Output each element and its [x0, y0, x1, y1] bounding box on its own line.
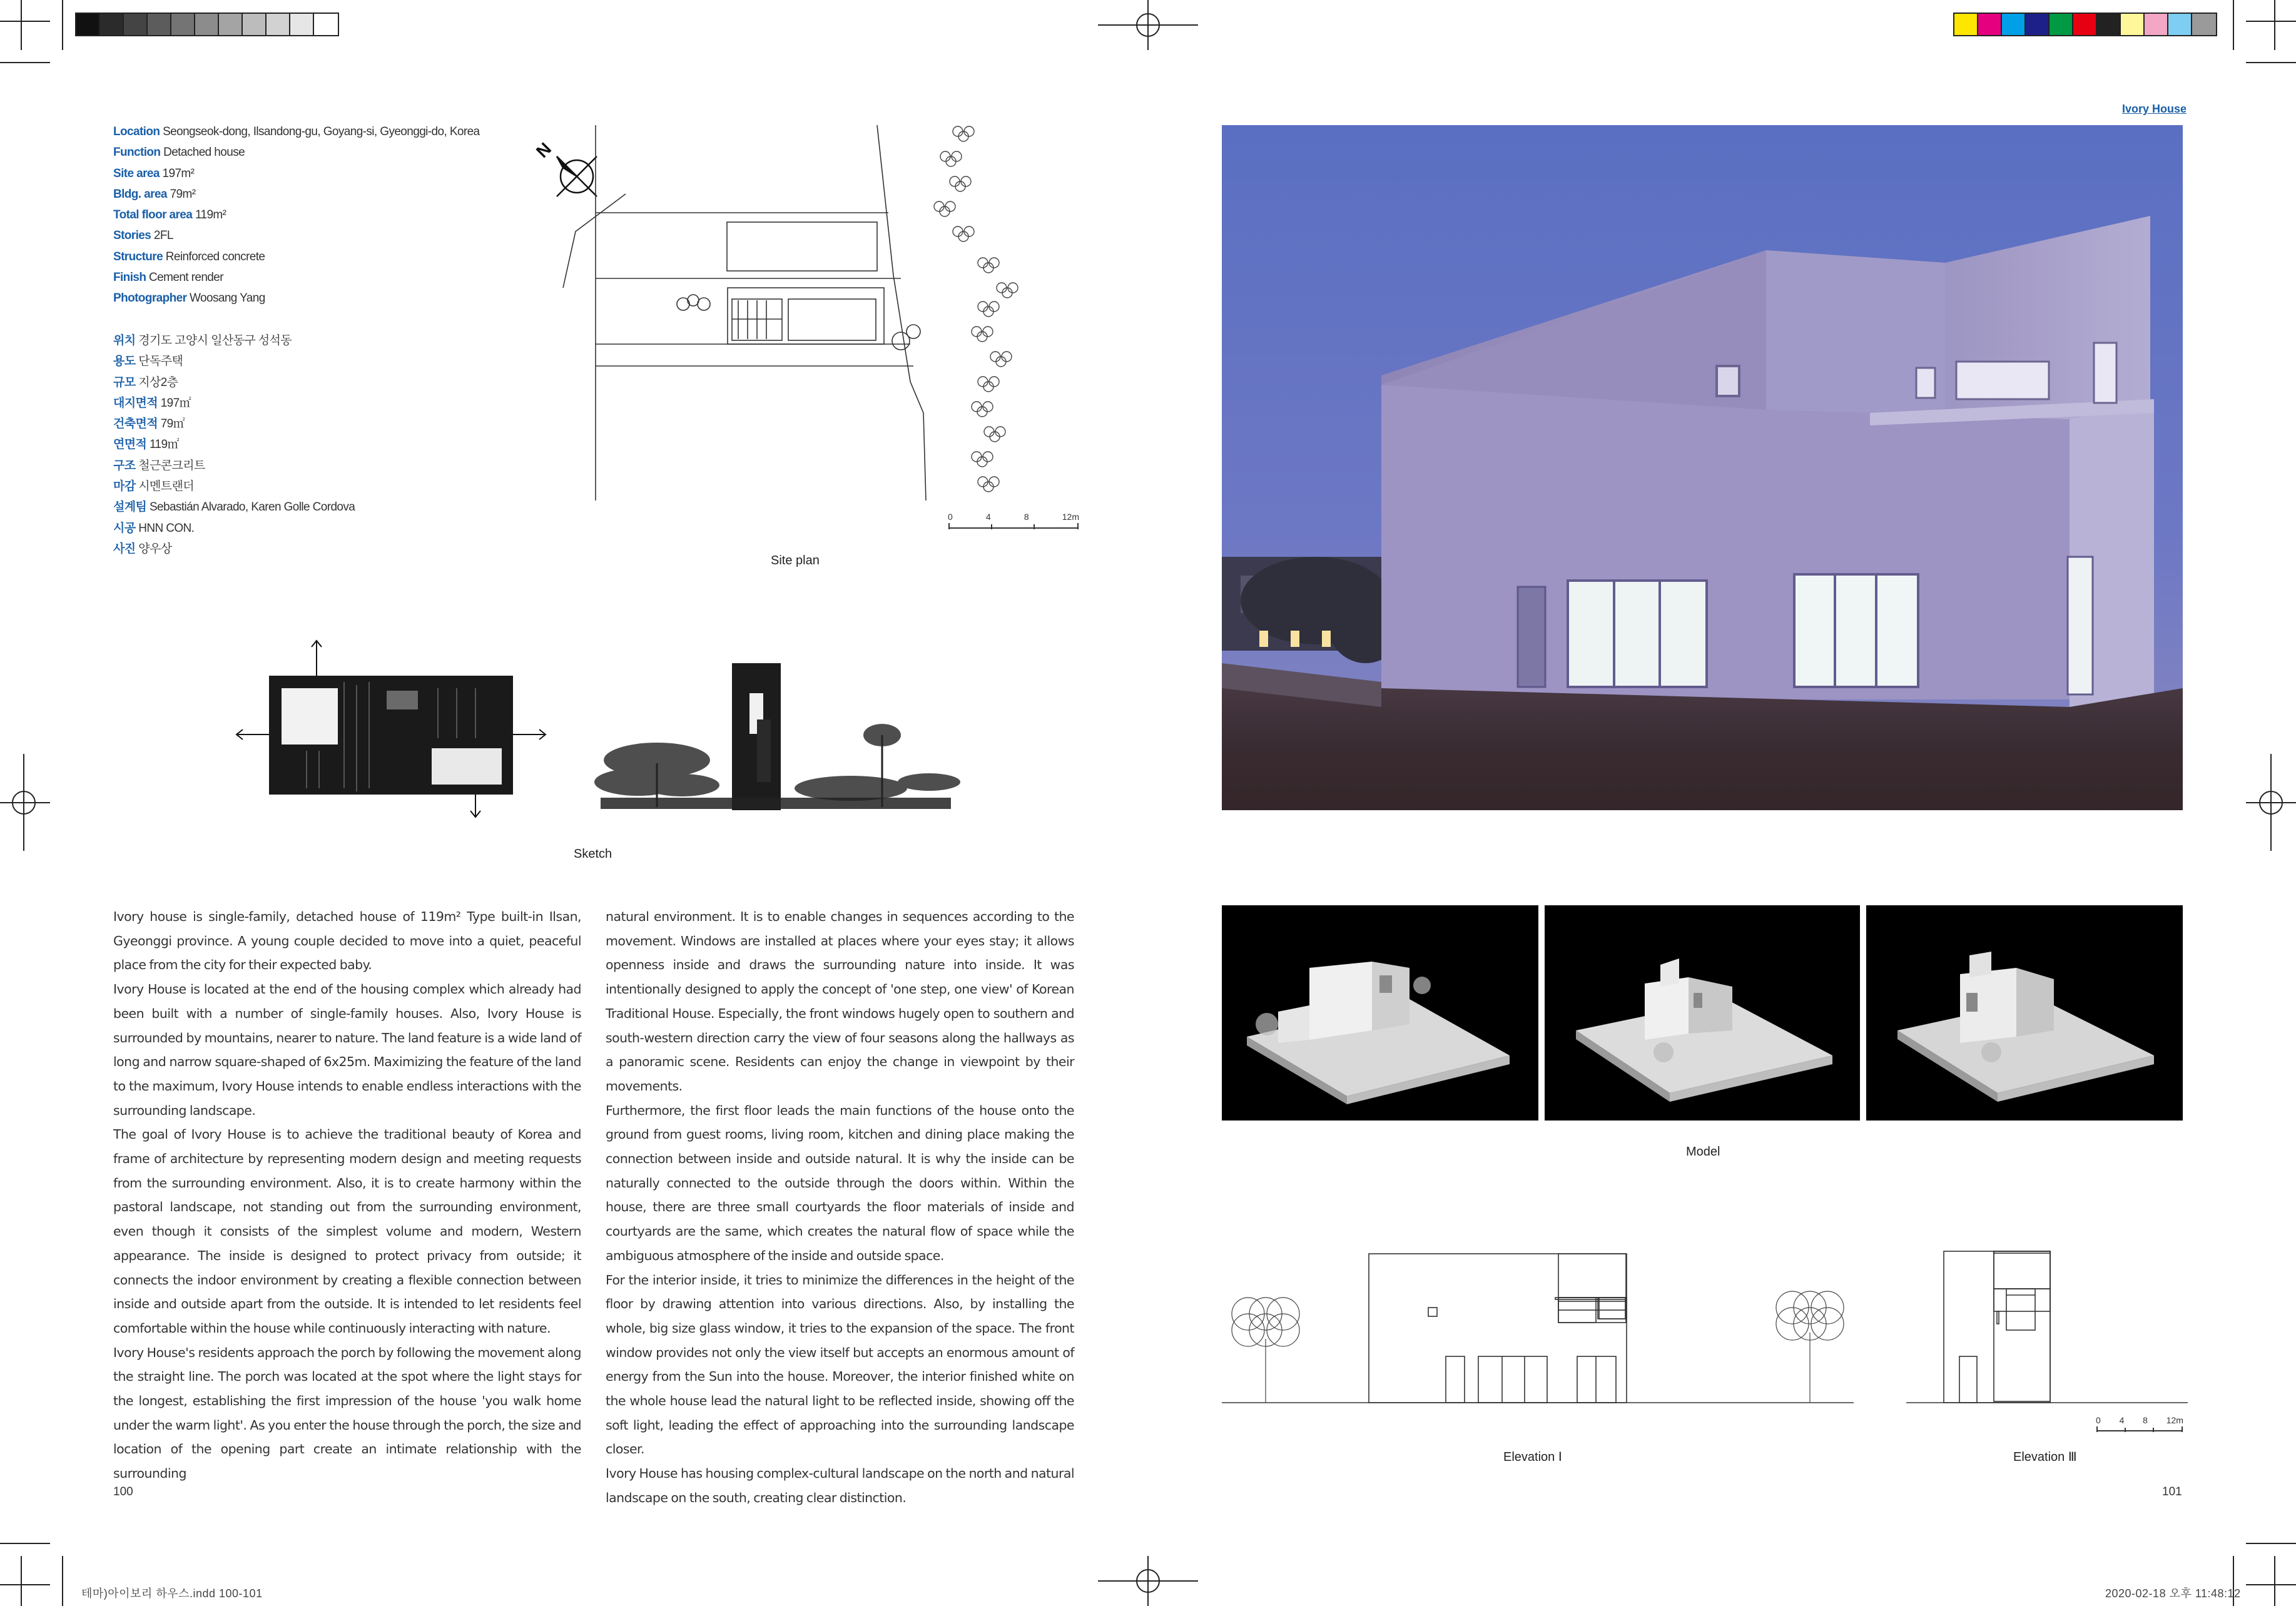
elev-scale-label-4: 4 [2119, 1415, 2125, 1425]
info-key: 설계팀 [113, 501, 147, 514]
info-value: 단독주택 [138, 355, 183, 368]
body-paragraph: natural environment. It is to enable changes in sequences according to the movement. Windows are installed at places where your eyes stay; it allows openness inside and draws the surrounding nature into inside. It was intentionally designed to apply the concept of 'one step, one view' of Korean Traditional House. Especially, the front windows hugely open to southern and south-western direction carry the view of four seasons along the hallways as a panoramic scene. Residents can enjoy the change in viewpoint by their movements. [606, 909, 1074, 1094]
scale-label-8: 8 [1024, 512, 1029, 522]
info-key: Photographer [113, 292, 187, 305]
print-timestamp: 2020-02-18 오후 11:48:12 [2105, 1587, 2241, 1600]
gray-swatch [243, 14, 267, 35]
info-row [113, 393, 355, 414]
color-swatch [2192, 14, 2216, 35]
elevation-1-drawing [1222, 1245, 1854, 1411]
body-text-right-column [606, 905, 1074, 1510]
info-value: Cement render [149, 271, 223, 285]
info-row [113, 497, 355, 517]
model-caption: Model [1686, 1145, 1720, 1159]
info-value: 양우상 [138, 542, 172, 556]
info-value: Detached house [163, 146, 245, 160]
info-value: 79m² [170, 187, 196, 201]
sketch-caption: Sketch [574, 847, 612, 861]
info-value: 철근콘크리트 [138, 459, 205, 472]
info-row [113, 351, 355, 372]
info-key: 구조 [113, 459, 136, 472]
gray-swatch [76, 14, 100, 35]
info-key: 마감 [113, 480, 136, 494]
body-paragraph: The goal of Ivory House is to achieve the traditional beauty of Korea and frame of architecture by representing modern design and meeting requests from the surrounding environment. Also, it is to create harmony within the pastoral landscape, not standing out from the surrounding environment, even though it consists of the simplest volume and modern, Western appearance. The inside is designed to protect privacy from outside; it connects the indoor environment by creating a flexible connection between inside and outside apart from the outside. It is intended to let residents feel comfortable within the house while continuously interacting with nature. [113, 1127, 581, 1336]
info-row [113, 267, 480, 288]
info-key: 시공 [113, 521, 136, 535]
info-row [113, 205, 480, 225]
site-plan-scale-bar [948, 512, 1079, 534]
body-paragraph: For the interior inside, it tries to minimize the differences in the height of the floor by drawing attention into various directions. Also, by installing the whole, big size glass window, it tries to the expansion of the space. The front window provides not only the view itself but accepts an enormous amount of energy from the Sun into the house. Moreover, the interior finished white on the whole house lead the natural light to be reflected inside, showing off the soft light, leading the effect of approaching into the surrounding landscape closer. [606, 1272, 1074, 1457]
elev-scale-label-0: 0 [2096, 1415, 2101, 1425]
info-value: 119㎡ [149, 438, 179, 452]
info-row [113, 225, 480, 246]
page-number-right: 101 [2162, 1485, 2182, 1498]
gray-swatch [314, 14, 338, 35]
info-key: 용도 [113, 355, 136, 368]
info-row [113, 330, 355, 351]
info-row [113, 142, 480, 163]
color-swatch [2002, 14, 2026, 35]
info-row [113, 163, 480, 184]
gray-swatch [290, 14, 314, 35]
info-value: 경기도 고양시 일산동구 성석동 [138, 334, 292, 347]
elev-scale-label-12: 12m [2166, 1415, 2183, 1425]
scale-label-4: 4 [985, 512, 991, 522]
info-value: 시멘트랜더 [138, 480, 194, 494]
body-paragraph: Ivory House is located at the end of the housing complex which already had been built with a number of single-family houses. Also, Ivory House is surrounded by mountains, nearer to nature. The land feature is a wide land of long and narrow square-shaped of 6x25m. Maximizing the feature of the land to the maximum, Ivory House intends to enable endless interactions with the surrounding landscape. [113, 982, 581, 1118]
gray-swatch [171, 14, 195, 35]
color-swatch [2097, 14, 2121, 35]
info-key: Stories [113, 229, 151, 243]
body-paragraph: Furthermore, the first floor leads the main functions of the house onto the ground from guest rooms, living room, kitchen and dining place making the connection between inside and outside natural. It is why the inside can be naturally connected to the outside through the doors within. Within the house, there are three small courtyards the floor materials of inside and courtyards are the same, which creates the natural flow of space while the ambiguous atmosphere of the inside and outside space. [606, 1102, 1074, 1263]
body-paragraph: Ivory House has housing complex-cultural landscape on the north and natural landscape on the south, creating clear distinction. [606, 1466, 1074, 1505]
info-key: 연면적 [113, 438, 147, 452]
info-value: 197m² [162, 166, 195, 180]
scale-label-0: 0 [948, 512, 953, 522]
info-key: Structure [113, 250, 163, 263]
info-row [113, 184, 480, 205]
info-value: 2FL [153, 229, 173, 243]
info-key: Finish [113, 271, 146, 285]
info-row [113, 539, 355, 559]
sketch-elevation [588, 657, 963, 841]
page-number-left: 100 [113, 1485, 133, 1498]
info-value: 지상2층 [138, 375, 178, 389]
info-value: HNN CON. [138, 521, 195, 535]
info-key: Location [113, 125, 160, 138]
info-row [113, 121, 480, 142]
scale-label-12: 12m [1062, 512, 1079, 522]
elevation-3-caption: Elevation Ⅲ [2013, 1450, 2077, 1464]
elevation-3-drawing [1906, 1245, 2188, 1411]
color-swatch [1954, 14, 1978, 35]
info-key: 건축면적 [113, 417, 158, 431]
color-swatch [2145, 14, 2168, 35]
info-value: 119m² [195, 208, 226, 222]
info-value: Sebastián Alvarado, Karen Golle Cordova [149, 501, 355, 514]
sketch-plan [225, 638, 557, 829]
gray-calibration-bar [75, 13, 339, 36]
gray-swatch [195, 14, 219, 35]
color-swatch [2121, 14, 2145, 35]
model-photo-1 [1222, 905, 1538, 1121]
info-row [113, 372, 355, 393]
gray-swatch [267, 14, 290, 35]
gray-swatch [148, 14, 171, 35]
info-value: 197㎡ [160, 396, 191, 410]
body-paragraph: Ivory house is single-family, detached house of 119m² Type built-in Ilsan, Gyeonggi province. A young couple decided to move into a quiet, peaceful place from the city for their expected baby. [113, 909, 581, 973]
svg-text:N: N [532, 138, 556, 162]
file-slug: 테마)아이보리 하우스.indd 100-101 [81, 1587, 263, 1600]
model-photo-2 [1545, 905, 1860, 1121]
house-exterior-photo [1222, 125, 2183, 810]
gray-swatch [100, 14, 124, 35]
gray-swatch [219, 14, 243, 35]
info-row [113, 246, 480, 267]
project-title-link[interactable]: Ivory House [2122, 103, 2187, 115]
model-photo-3 [1866, 905, 2183, 1121]
color-swatch [1978, 14, 2002, 35]
elev-scale-label-8: 8 [2143, 1415, 2148, 1425]
info-row [113, 414, 355, 434]
info-row [113, 518, 355, 539]
color-swatch [2050, 14, 2073, 35]
info-key: 사진 [113, 542, 136, 556]
info-key: Bldg. area [113, 187, 167, 201]
info-value: Woosang Yang [190, 292, 265, 305]
project-info-english [113, 121, 480, 309]
info-value: Reinforced concrete [165, 250, 265, 263]
info-key: 규모 [113, 375, 136, 389]
site-plan-caption: Site plan [771, 554, 820, 567]
color-swatch [2168, 14, 2192, 35]
color-swatch [2073, 14, 2097, 35]
color-swatch [2026, 14, 2050, 35]
site-plan-drawing [551, 119, 1089, 510]
info-key: Site area [113, 166, 160, 180]
elevation-scale-bar [2096, 1415, 2183, 1436]
info-key: 대지면적 [113, 396, 158, 410]
info-value: 79㎡ [160, 417, 185, 431]
info-value: Seongseok-dong, Ilsandong-gu, Goyang-si, Gyeonggi-do, Korea [163, 125, 480, 138]
info-key: Function [113, 146, 161, 160]
info-row [113, 434, 355, 455]
elevation-1-caption: Elevation Ⅰ [1503, 1450, 1562, 1464]
color-calibration-bar [1953, 13, 2217, 36]
body-paragraph: Ivory House's residents approach the porch by following the movement along the straight line. The porch was located at the spot where the light stays for the longest, establishing the first impression of the house 'you walk home under the warm light'. As you enter the house through the porch, the size and location of the opening part create an intimate relationship with the surrounding [113, 1344, 581, 1481]
info-row [113, 288, 480, 308]
gray-swatch [124, 14, 148, 35]
info-row [113, 476, 355, 497]
info-row [113, 455, 355, 476]
body-text-left-column [113, 905, 581, 1486]
project-info-korean [113, 330, 355, 559]
info-key: 위치 [113, 334, 136, 347]
info-key: Total floor area [113, 208, 193, 222]
